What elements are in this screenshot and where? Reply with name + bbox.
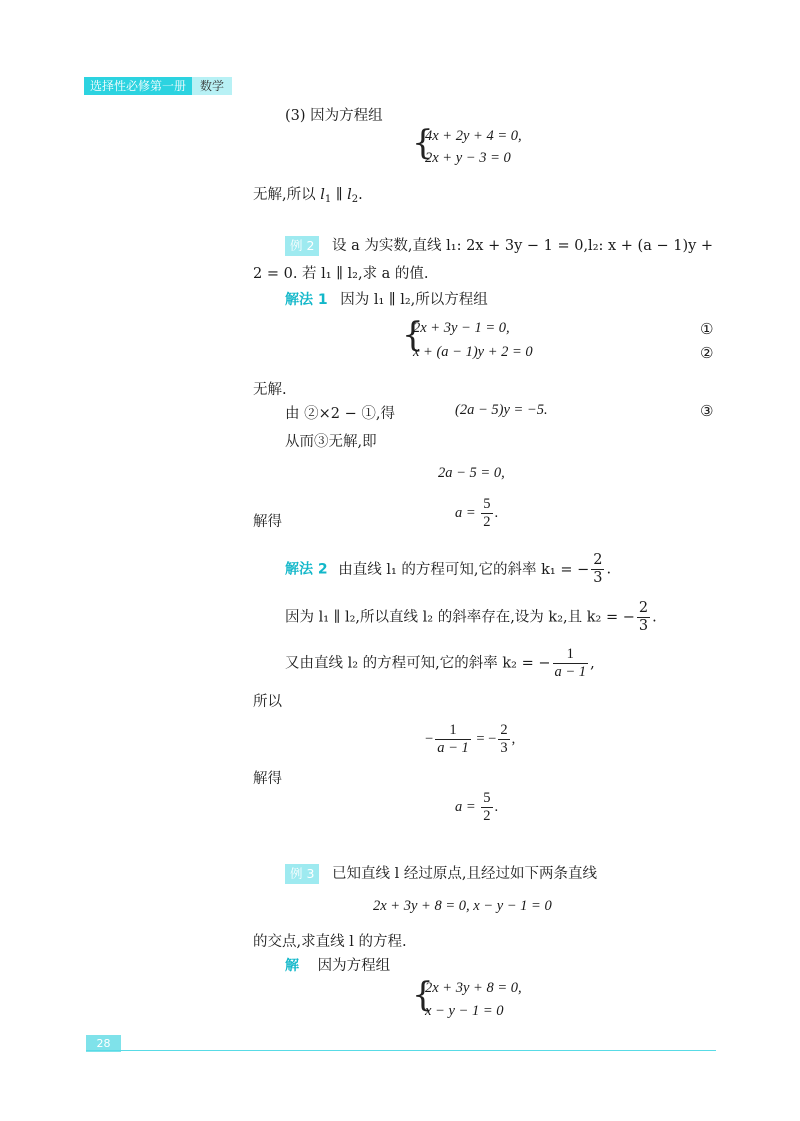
example2-tag-line bbox=[285, 234, 713, 256]
example3-line2: 的交点,求直线 l 的方程. bbox=[253, 934, 407, 950]
step-hence: 从而③无解,即 bbox=[285, 434, 377, 450]
page-number: 28 bbox=[86, 1035, 121, 1052]
method2-line2: 因为 l₁ ∥ l₂,所以直线 l₂ 的斜率存在,设为 k₂,且 k₂ = − $\frac{2}{3}$ . bbox=[285, 600, 657, 634]
part3-conclusion: 无解,所以 $l_1$ ∥ $l_2$. bbox=[253, 187, 363, 205]
ex2-sys-eq2: x + (a − 1)y + 2 = 0 bbox=[413, 344, 533, 360]
method2-line1: 解法 2 由直线 l₁ 的方程可知,它的斜率 k₁ = − $\frac{2}{3}$ . bbox=[285, 552, 612, 586]
ex3-sys-eq1: 2x + 3y + 8 = 0, bbox=[425, 980, 522, 996]
example3-tag: 例 3 bbox=[285, 864, 319, 884]
step-by: 由 ②×2 − ①,得 bbox=[285, 406, 395, 422]
part3-intro: (3) 因为方程组 bbox=[285, 108, 383, 124]
step-eq: (2a − 5)y = −5. bbox=[455, 402, 548, 418]
example3-solution: 解 因为方程组 bbox=[285, 958, 391, 974]
book-tag: 选择性必修第一册 bbox=[84, 77, 192, 95]
solution-label: 解 bbox=[285, 958, 299, 974]
solve-label-2: 解得 bbox=[253, 771, 282, 787]
part3-eq1: 4x + 2y + 4 = 0, bbox=[425, 128, 522, 144]
eq-2a5: 2a − 5 = 0, bbox=[438, 465, 505, 481]
subject-label: 数学 bbox=[192, 77, 232, 95]
part3-eq2: 2x + y − 3 = 0 bbox=[425, 150, 511, 166]
method1-text: 因为 l₁ ∥ l₂,所以方程组 bbox=[340, 292, 488, 308]
method2-line3: 又由直线 l₂ 的方程可知,它的斜率 k₂ = − $\frac{1}{a - 1}$ , bbox=[285, 646, 595, 680]
example3-line1: 例 3 已知直线 l 经过原点,且经过如下两条直线 bbox=[285, 862, 597, 884]
example2-line2: 2 = 0. 若 l₁ ∥ l₂,求 a 的值. bbox=[253, 266, 429, 282]
a-equals-1: a = $\frac{5}{2}$ . bbox=[455, 496, 499, 530]
method1-line bbox=[285, 288, 488, 309]
footer-rule bbox=[86, 1050, 716, 1051]
a-equals-2: a = $\frac{5}{2}$ . bbox=[455, 790, 499, 824]
example3-lines-eq: 2x + 3y + 8 = 0, x − y − 1 = 0 bbox=[373, 898, 552, 914]
brace-ex3: { bbox=[412, 975, 434, 1015]
header-bar bbox=[84, 77, 232, 95]
ex3-sys-eq2: x − y − 1 = 0 bbox=[425, 1003, 504, 1019]
fraction-equation: − $\frac{1}{a - 1}$ = − $\frac{2}{3}$ , bbox=[425, 722, 516, 756]
ex2-sys-eq1: 2x + 3y − 1 = 0, bbox=[413, 320, 510, 336]
so-label: 所以 bbox=[253, 694, 282, 710]
example2-tag: 例 2 bbox=[285, 236, 319, 256]
mark-1: ① bbox=[700, 320, 714, 338]
brace-ex2: { bbox=[402, 315, 424, 355]
example2-line1: 设 a 为实数,直线 l₁: 2x + 3y − 1 = 0,l₂: x + (a − 1)y + bbox=[332, 238, 714, 254]
solve-label-1: 解得 bbox=[253, 514, 282, 530]
no-solution: 无解. bbox=[253, 382, 287, 398]
mark-2: ② bbox=[700, 344, 714, 362]
method1-label: 解法 1 bbox=[285, 292, 328, 308]
mark-3: ③ bbox=[700, 402, 714, 420]
method2-label: 解法 2 bbox=[285, 561, 328, 578]
brace-part3: { bbox=[412, 123, 434, 163]
